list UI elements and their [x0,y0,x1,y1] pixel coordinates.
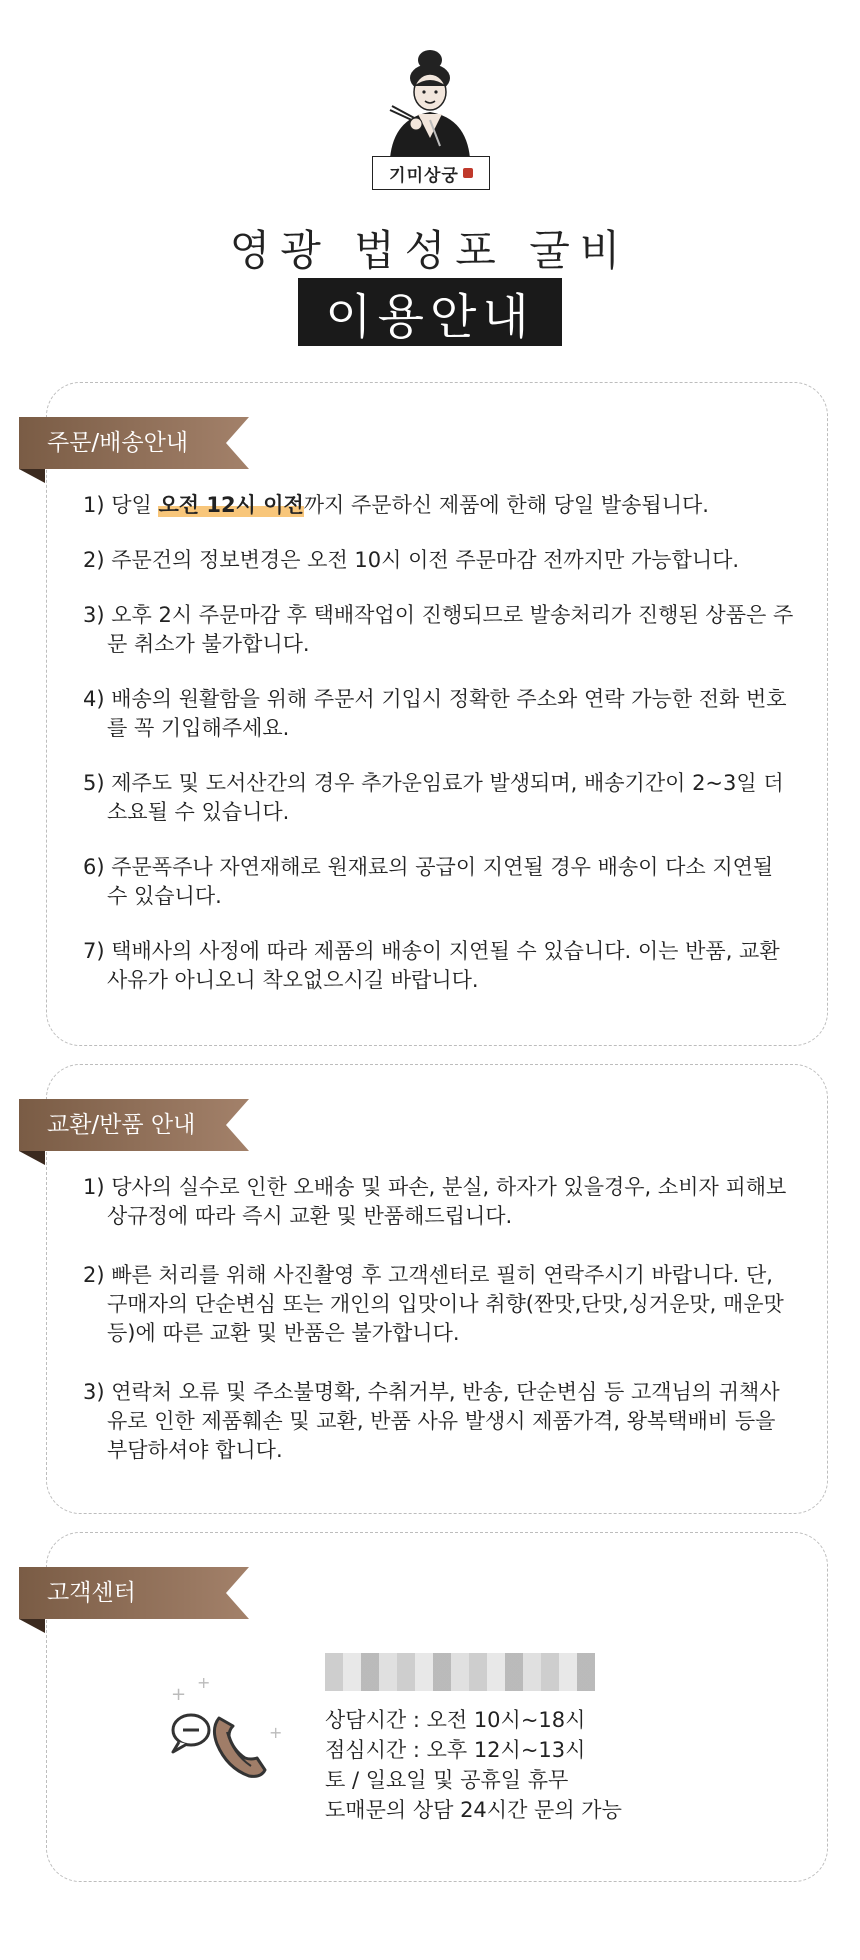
list-item: 7) 택배사의 사정에 따라 제품의 배송이 지연될 수 있습니다. 이는 반품, 교환사유가 아니오니 착오없으시길 바랍니다. [83,939,780,992]
list-item: 3) 연락처 오류 및 주소불명확, 수취거부, 반송, 단순변심 등 고객님의 귀책사유로 인한 제품훼손 및 교환, 반품 사유 발생시 제품가격, 왕복택배비 등을 부담하셔야 합니다. [83,1380,780,1462]
section-ribbon [19,1567,249,1619]
holiday-notice: 토 / 일요일 및 공휴일 휴무 [325,1768,569,1792]
brand-logo [370,48,490,198]
highlight-text: 오전 12시 이전 [158,493,304,517]
exchange-return-section [46,1064,828,1514]
list-item: 1) 당일 오전 12시 이전까지 주문하신 제품에 한해 당일 발송됩니다. [83,493,709,517]
svg-text:+: + [197,1678,211,1692]
wholesale-notice: 도매문의 상담 24시간 문의 가능 [325,1798,622,1822]
section-ribbon [19,1099,249,1151]
section-ribbon [19,417,249,469]
svg-text:+: + [171,1684,187,1705]
section-title: 교환/반품 안내 [47,1112,196,1138]
order-shipping-section [46,382,828,1046]
customer-center-section [46,1532,828,1882]
phone-icon [161,1678,291,1798]
lunch-hours: 점심시간 : 오후 12시~13시 [325,1738,586,1762]
brand-logo-text: 기미상궁 [389,165,459,186]
page-title [298,278,562,346]
seal-icon [463,168,473,178]
consult-hours: 상담시간 : 오전 10시~18시 [325,1708,586,1732]
list-item: 5) 제주도 및 도서산간의 경우 추가운임료가 발생되며, 배송기간이 2~3일 더 소요될 수 있습니다. [83,771,784,824]
page-subtitle: 영광 법성포 굴비 [229,226,631,275]
court-lady-illustration [370,48,490,158]
customer-center-info [325,1705,622,1825]
page-title-text: 이용안내 [325,288,535,345]
list-item: 4) 배송의 원활함을 위해 주문서 기입시 정확한 주소와 연락 가능한 전화 번호를 꼭 기입해주세요. [83,687,787,740]
section-title: 주문/배송안내 [47,430,189,456]
order-shipping-list [83,491,797,995]
list-item: 6) 주문폭주나 자연재해로 원재료의 공급이 지연될 경우 배송이 다소 지연될 수 있습니다. [83,855,774,908]
list-item: 2) 빠른 처리를 위해 사진촬영 후 고객센터로 필히 연락주시기 바랍니다. 단, 구매자의 단순변심 또는 개인의 입맛이나 취향(짠맛,단맛,싱거운맛, 매운맛 등)에 따른 교환 및 반품은 불가합니다. [83,1263,784,1345]
exchange-return-list [83,1173,797,1465]
list-item: 2) 주문건의 정보변경은 오전 10시 이전 주문마감 전까지만 가능합니다. [83,548,740,572]
brand-logo-text-box [372,156,490,190]
section-title: 고객센터 [47,1580,136,1606]
list-item: 1) 당사의 실수로 인한 오배송 및 파손, 분실, 하자가 있을경우, 소비자 피해보상규정에 따라 즉시 교환 및 반품해드립니다. [83,1175,787,1228]
list-item: 3) 오후 2시 주문마감 후 택배작업이 진행되므로 발송처리가 진행된 상품은 주문 취소가 불가합니다. [83,603,794,656]
phone-number-redacted [325,1653,595,1691]
svg-text:+: + [269,1723,283,1742]
